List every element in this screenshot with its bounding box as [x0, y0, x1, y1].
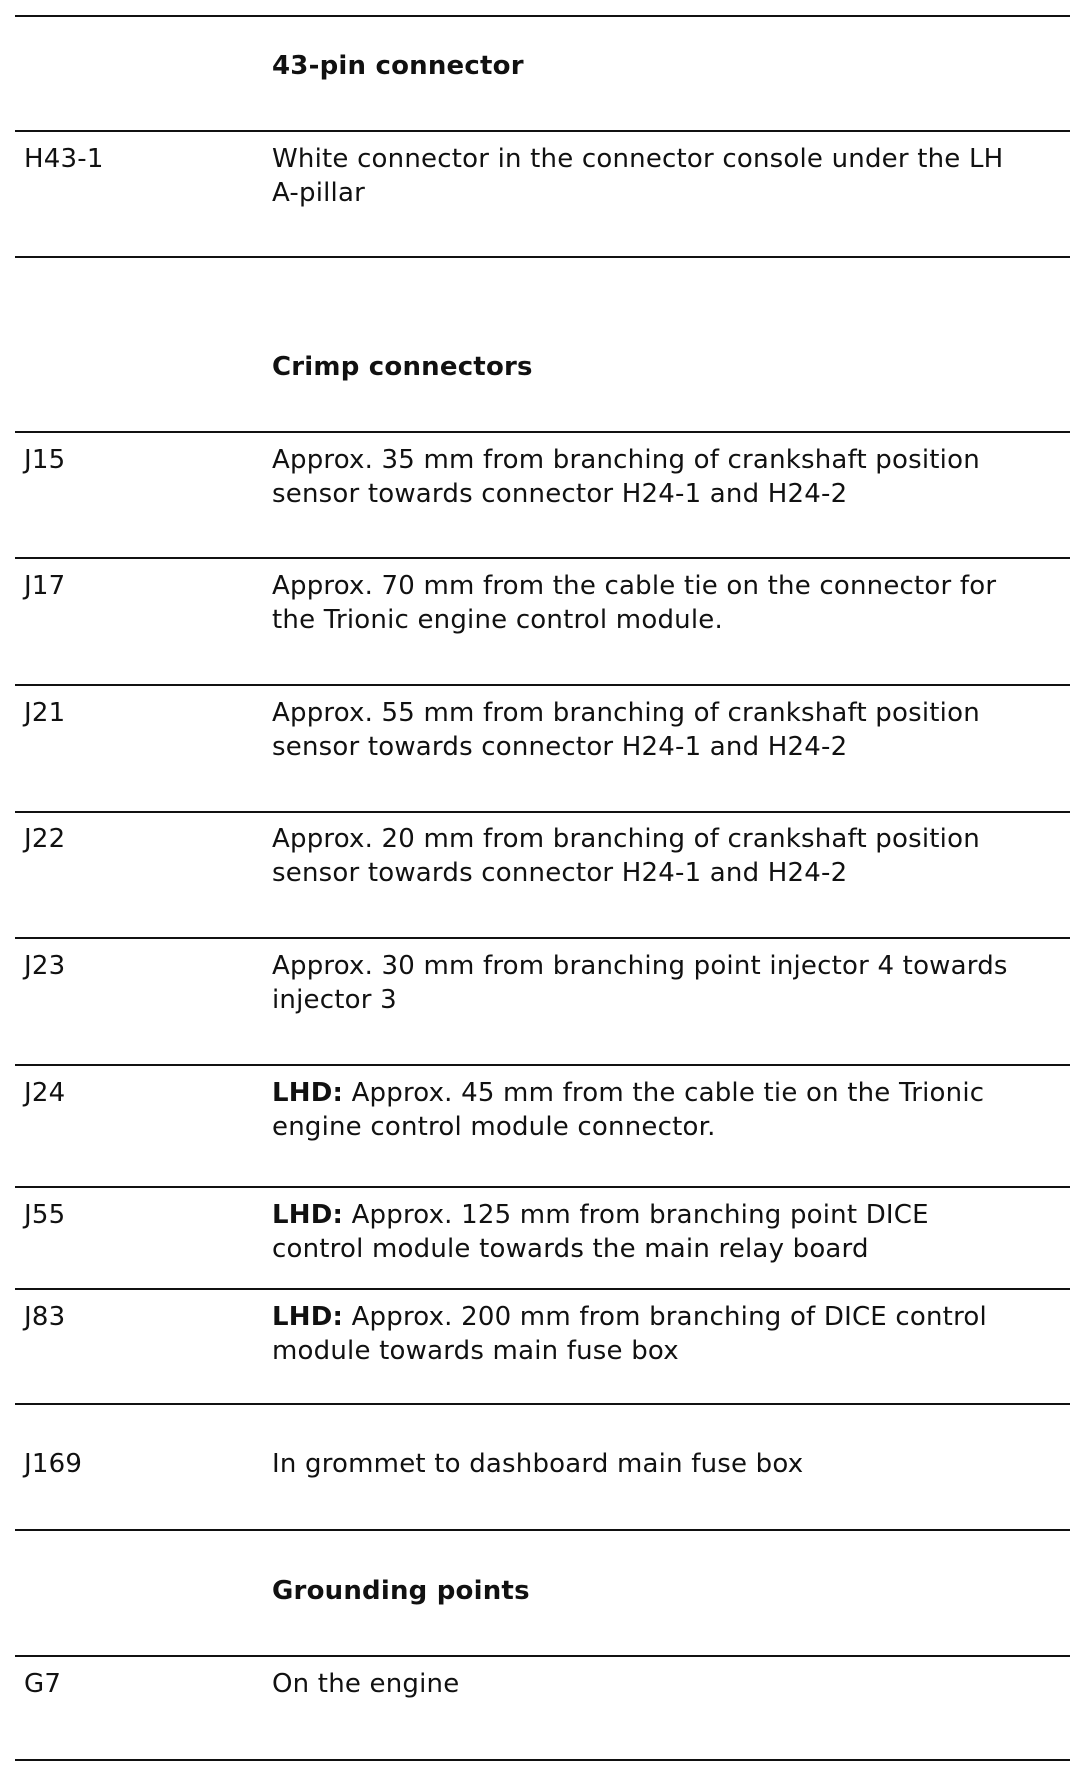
row-description-line: the Trionic engine control module.: [272, 605, 723, 635]
table-rule: [15, 130, 1070, 132]
connector-code: J22: [24, 824, 66, 854]
row-description-line: A-pillar: [272, 178, 365, 208]
connector-code: J17: [24, 571, 66, 601]
description-text: Approx. 200 mm from branching of DICE control: [343, 1302, 987, 1332]
row-description-line: Approx. 55 mm from branching of crankshaft position: [272, 698, 980, 728]
row-description-line: sensor towards connector H24-1 and H24-2: [272, 858, 848, 888]
connector-code: J169: [24, 1449, 83, 1479]
row-description-line: In grommet to dashboard main fuse box: [272, 1449, 804, 1479]
table-rule: [15, 431, 1070, 433]
table-rule: [15, 1655, 1070, 1657]
table-rule: [15, 557, 1070, 559]
table-rule: [15, 1288, 1070, 1290]
lhd-prefix: LHD:: [272, 1078, 344, 1108]
row-description-line: sensor towards connector H24-1 and H24-2: [272, 732, 848, 762]
table-rule: [15, 256, 1070, 258]
lhd-prefix: LHD:: [272, 1200, 344, 1230]
row-description-line: [272, 1198, 929, 1232]
row-description-line: [272, 1300, 987, 1334]
description-text: Approx. 45 mm from the cable tie on the Trionic: [343, 1078, 985, 1108]
section-heading: Grounding points: [272, 1576, 530, 1606]
table-rule: [15, 684, 1070, 686]
connector-code: J83: [24, 1302, 66, 1332]
table-rule: [15, 1759, 1070, 1761]
connector-code: J15: [24, 445, 66, 475]
lhd-prefix: LHD:: [272, 1302, 344, 1332]
row-description-line: injector 3: [272, 985, 397, 1015]
table-rule: [15, 1403, 1070, 1405]
row-description-line: control module towards the main relay board: [272, 1234, 869, 1264]
connector-code: J23: [24, 951, 66, 981]
row-description-line: On the engine: [272, 1669, 460, 1699]
connector-code: J24: [24, 1078, 66, 1108]
row-description-line: Approx. 35 mm from branching of crankshaft position: [272, 445, 980, 475]
section-heading: Crimp connectors: [272, 352, 533, 382]
row-description-line: Approx. 30 mm from branching point injector 4 towards: [272, 951, 1008, 981]
table-rule: [15, 811, 1070, 813]
table-rule: [15, 15, 1070, 17]
row-description-line: Approx. 70 mm from the cable tie on the connector for: [272, 571, 997, 601]
connector-code: H43-1: [24, 144, 104, 174]
row-description-line: module towards main fuse box: [272, 1336, 679, 1366]
connector-code: J21: [24, 698, 66, 728]
table-rule: [15, 937, 1070, 939]
row-description-line: engine control module connector.: [272, 1112, 716, 1142]
row-description-line: White connector in the connector console under the LH: [272, 144, 1004, 174]
connector-code: G7: [24, 1669, 62, 1699]
row-description-line: [272, 1076, 984, 1110]
table-rule: [15, 1064, 1070, 1066]
row-description-line: Approx. 20 mm from branching of crankshaft position: [272, 824, 980, 854]
table-rule: [15, 1186, 1070, 1188]
table-rule: [15, 1529, 1070, 1531]
section-heading: 43-pin connector: [272, 51, 524, 81]
row-description-line: sensor towards connector H24-1 and H24-2: [272, 479, 848, 509]
connector-code: J55: [24, 1200, 66, 1230]
description-text: Approx. 125 mm from branching point DICE: [343, 1200, 929, 1230]
